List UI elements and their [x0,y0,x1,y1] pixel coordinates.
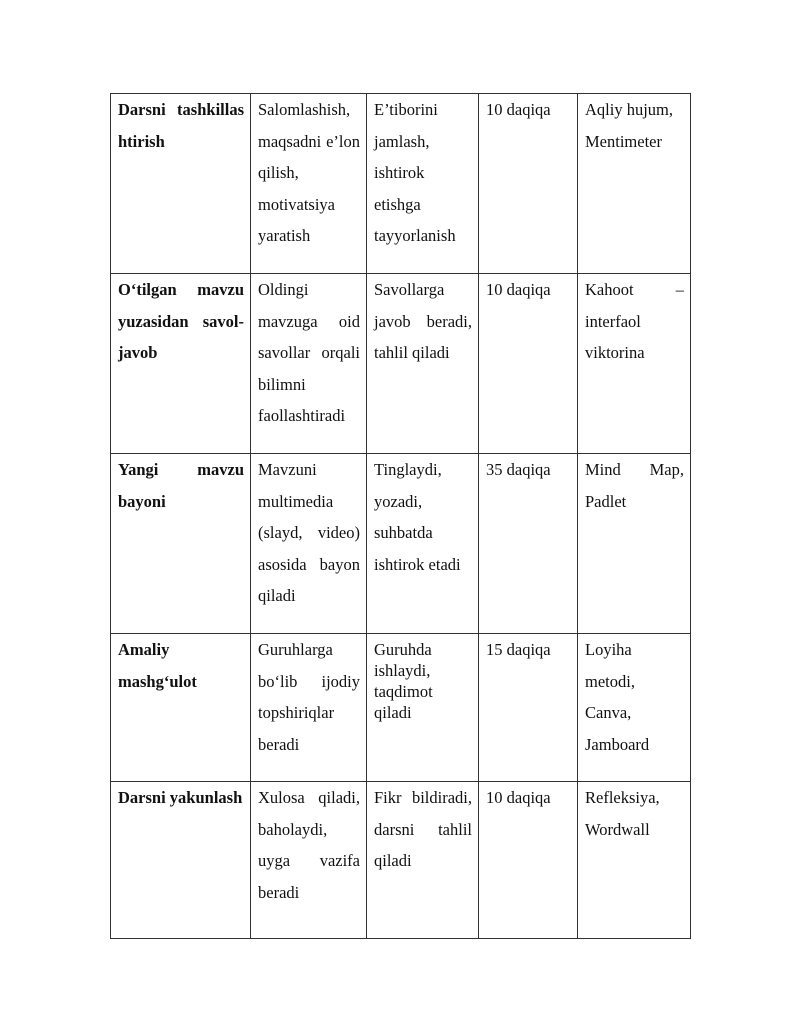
table-row [111,782,691,939]
time-cell: 15 daqiqa [479,634,578,782]
table-row [111,94,691,274]
teacher-activity-cell: Oldingi mavzuga oid savollar orqali bilimni faollashtiradi [251,274,367,454]
time-cell: 35 daqiqa [479,454,578,634]
lesson-plan-table [110,93,691,939]
tools-cell: Aqliy hujum, Mentimeter [578,94,691,274]
stage-cell: Yangi mavzu bayoni [111,454,251,634]
teacher-activity-cell: Salomlashish, maqsadni e’lon qilish, motivatsiya yaratish [251,94,367,274]
student-activity-cell: Savollarga javob beradi, tahlil qiladi [367,274,479,454]
tools-cell: Loyiha metodi, Canva, Jamboard [578,634,691,782]
teacher-activity-cell: Mavzuni multimedia (slayd, video) asosida bayon qiladi [251,454,367,634]
teacher-activity-cell: Guruhlarga bo‘lib ijodiy topshiriqlar beradi [251,634,367,782]
table-row [111,274,691,454]
tools-cell: Refleksiya, Wordwall [578,782,691,939]
stage-cell: Darsni tashkillashtirish [111,94,251,274]
student-activity-cell: E’tiborini jamlash, ishtirok etishga tayyorlanish [367,94,479,274]
stage-cell: O‘tilgan mavzu yuzasidan savol-javob [111,274,251,454]
student-activity-cell: Tinglaydi, yozadi, suhbatda ishtirok etadi [367,454,479,634]
table-row [111,454,691,634]
time-cell: 10 daqiqa [479,94,578,274]
time-cell: 10 daqiqa [479,274,578,454]
tools-cell: Mind Map, Padlet [578,454,691,634]
student-activity-text: Guruhda ishlaydi, taqdimot qiladi [374,640,433,722]
stage-cell: Darsni yakunlash [111,782,251,939]
time-cell: 10 daqiqa [479,782,578,939]
student-activity-cell [367,634,479,782]
stage-cell: Amaliy mashg‘ulot [111,634,251,782]
tools-cell: Kahoot – interfaol viktorina [578,274,691,454]
student-activity-cell: Fikr bildiradi, darsni tahlil qiladi [367,782,479,939]
teacher-activity-cell: Xulosa qiladi, baholaydi, uyga vazifa beradi [251,782,367,939]
table-row [111,634,691,782]
